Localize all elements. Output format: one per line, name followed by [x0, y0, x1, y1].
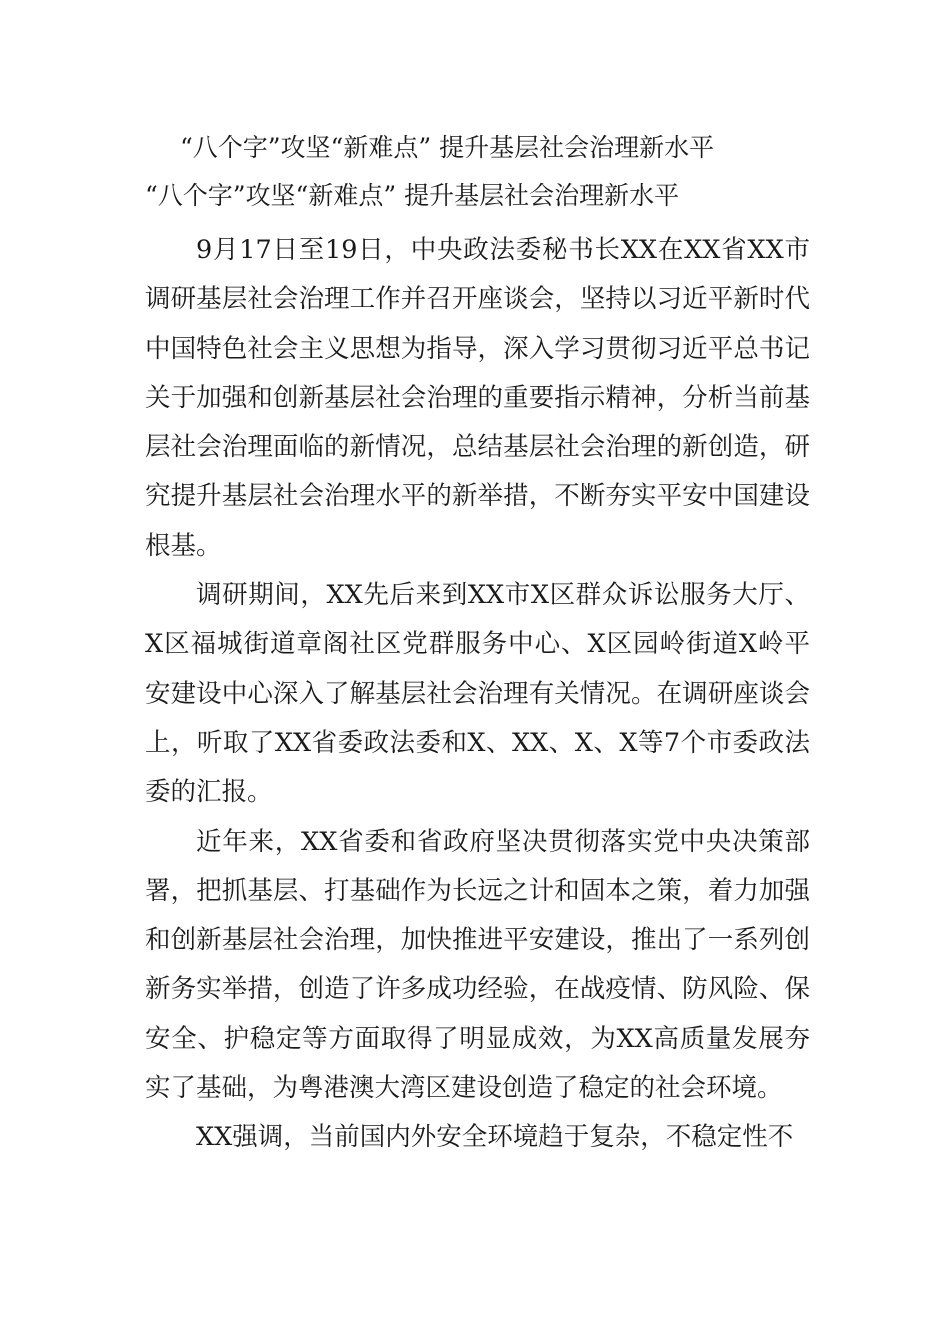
paragraph-4: XX强调，当前国内外安全环境趋于复杂，不稳定性不: [196, 1122, 794, 1153]
paragraph-2: 调研期间，XX先后来到XX市X区群众诉讼服务大厅、X区福城街道章阁社区党群服务中心、X区园岭街道X岭平安建设中心深入了解基层社会治理有关情况。在调研座谈会上，听取了XX省委政法委和X、XX、X、X等7个市委政法委的汇报。: [145, 580, 810, 808]
paragraph-3: 近年来，XX省委和省政府坚决贯彻落实党中央决策部署，把抓基层、打基础作为长远之计和固本之策，着力加强和创新基层社会治理，加快推进平安建设，推出了一系列创新务实举措，创造了许多成功经验，在战疫情、防风险、保安全、护稳定等方面取得了明显成效，为XX高质量发展夯实了基础，为粤港澳大湾区建设创造了稳定的社会环境。: [145, 826, 810, 1104]
document-body: [145, 226, 810, 1163]
document-title: “八个字”攻坚“新难点” 提升基层社会治理新水平: [180, 133, 715, 162]
paragraph-1: 9月17日至19日，中央政法委秘书长XX在XX省XX市调研基层社会治理工作并召开座谈会，坚持以习近平新时代中国特色社会主义思想为指导，深入学习贯彻习近平总书记关于加强和创新基层社会治理的重要指示精神，分析当前基层社会治理面临的新情况，总结基层社会治理的新创造，研究提升基层社会治理水平的新举措，不断夯实平安中国建设根基。: [145, 235, 810, 561]
document-title-repeat: “八个字”攻坚“新难点” 提升基层社会治理新水平: [145, 181, 680, 210]
